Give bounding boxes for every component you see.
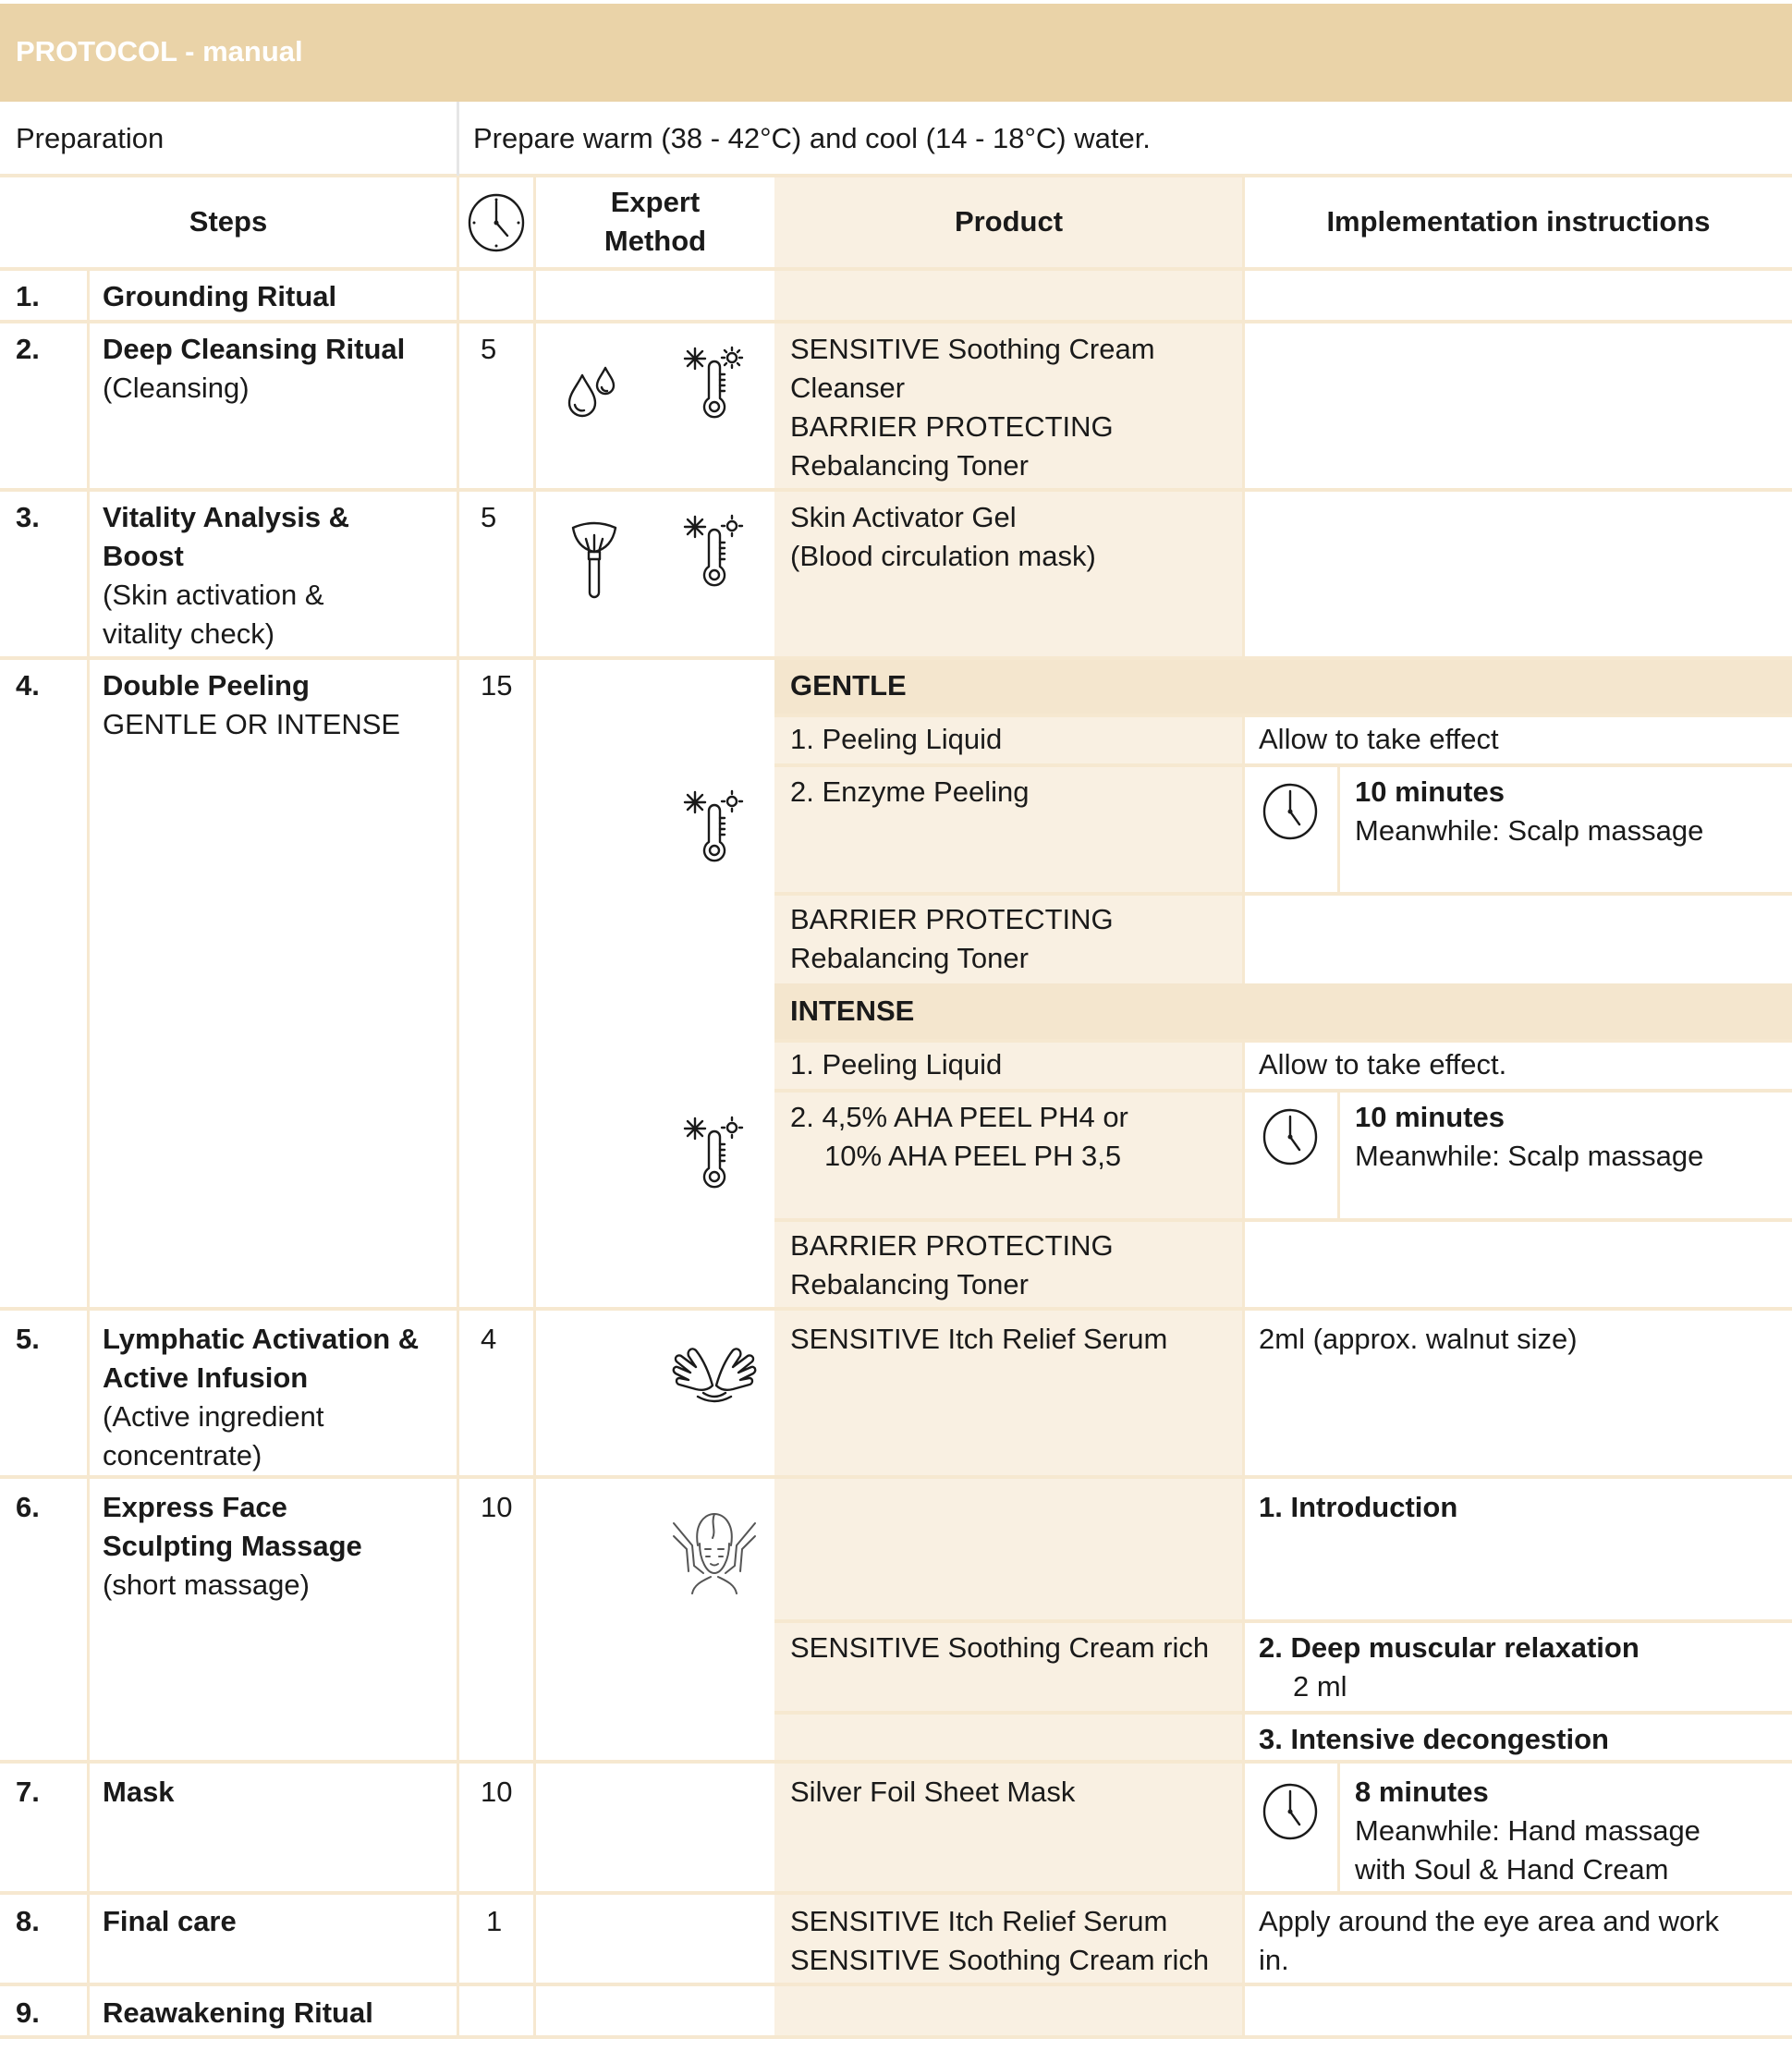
product-line: (Blood circulation mask) — [790, 540, 1096, 572]
header-expert-method — [536, 183, 774, 261]
product-line: 1. Peeling Liquid — [790, 1048, 1003, 1080]
product-block — [790, 330, 1155, 485]
step-title-block — [103, 1488, 362, 1605]
divider — [1337, 765, 1340, 894]
timer-clock-icon — [1262, 1107, 1319, 1166]
product-line: SENSITIVE Soothing Cream — [790, 333, 1155, 365]
product-line: SENSITIVE Soothing Cream rich — [790, 1944, 1210, 1976]
preparation-label: Preparation — [16, 122, 165, 154]
gentle-band — [774, 658, 1792, 715]
instruction-block — [1259, 1902, 1719, 1980]
step-minutes: 5 — [481, 333, 497, 365]
divider — [0, 1760, 1792, 1764]
product-line: BARRIER PROTECTING — [790, 903, 1114, 935]
product-block — [790, 900, 1114, 978]
hot-cold-thermometer-icon — [684, 515, 749, 589]
timer-note: with Soul & Hand Cream — [1355, 1853, 1669, 1886]
hot-cold-thermometer-icon — [684, 347, 749, 421]
header-steps: Steps — [189, 205, 268, 238]
divider — [774, 1218, 1792, 1222]
step-title: Mask — [103, 1776, 175, 1808]
timer-clock-icon — [1262, 1782, 1319, 1841]
step-minutes: 15 — [481, 669, 513, 702]
timer-note: Meanwhile: Scalp massage — [1355, 1140, 1704, 1172]
water-drops-icon — [566, 366, 621, 421]
step-title-block — [103, 330, 405, 408]
step-subtitle: GENTLE OR INTENSE — [103, 708, 401, 740]
fan-brush-icon — [571, 522, 617, 598]
step-subtitle: (Skin activation & — [103, 579, 324, 611]
divider — [774, 714, 1792, 717]
divider — [1242, 715, 1245, 983]
divider — [0, 267, 1792, 271]
timer-duration: 10 minutes — [1355, 1101, 1505, 1133]
step-minutes: 10 — [481, 1491, 513, 1523]
divider — [1242, 176, 1245, 658]
product-line: BARRIER PROTECTING — [790, 410, 1114, 443]
header-product: Product — [954, 205, 1064, 238]
intense-band — [774, 983, 1792, 1041]
step-number: 2. — [16, 333, 40, 365]
product-line: Skin Activator Gel — [790, 501, 1017, 533]
product-block — [790, 498, 1096, 576]
product-line: SENSITIVE Itch Relief Serum — [790, 1905, 1168, 1937]
timer-block — [1355, 1098, 1703, 1176]
step-title: Sculpting Massage — [103, 1530, 362, 1562]
instruction-step: 1. Introduction — [1259, 1491, 1458, 1523]
product-line: 1. Peeling Liquid — [790, 723, 1003, 755]
product-line: 10% AHA PEEL PH 3,5 — [824, 1140, 1122, 1172]
header-method-line: Expert — [610, 186, 701, 218]
timer-duration: 8 minutes — [1355, 1776, 1489, 1808]
divider — [774, 1619, 1792, 1623]
timer-note: Meanwhile: Scalp massage — [1355, 814, 1704, 847]
divider — [0, 1307, 1792, 1311]
step-title: Lymphatic Activation & — [103, 1323, 420, 1355]
step-minutes: 5 — [481, 501, 497, 533]
divider — [774, 1039, 1792, 1043]
step-subtitle: concentrate) — [103, 1439, 262, 1471]
instruction-step: 2. Deep muscular relaxation — [1259, 1631, 1640, 1664]
divider — [0, 488, 1792, 492]
product-block — [790, 1098, 1128, 1176]
step-minutes: 4 — [481, 1323, 497, 1355]
step-minutes: 10 — [481, 1776, 513, 1808]
product-block — [790, 1227, 1114, 1304]
step-subtitle: (Active ingredient — [103, 1400, 324, 1433]
step-number: 8. — [16, 1905, 40, 1937]
step-number: 4. — [16, 669, 40, 702]
step-number: 9. — [16, 1996, 40, 2029]
step-title: Boost — [103, 540, 184, 572]
divider — [774, 1089, 1792, 1093]
instruction-text: Allow to take effect — [1259, 723, 1499, 755]
product-line: SENSITIVE Soothing Cream rich — [790, 1631, 1210, 1664]
hot-cold-thermometer-icon — [684, 1117, 749, 1190]
step-title: Deep Cleansing Ritual — [103, 333, 406, 365]
product-line: Silver Foil Sheet Mask — [790, 1776, 1076, 1808]
product-line: Cleanser — [790, 372, 906, 404]
step-subtitle: vitality check) — [103, 617, 275, 650]
instruction-text: Allow to take effect. — [1259, 1048, 1507, 1080]
product-line: 2. Enzyme Peeling — [790, 775, 1030, 808]
step-title-block — [103, 666, 400, 744]
step-title: Reawakening Ritual — [103, 1996, 373, 2029]
instruction-text: 2ml (approx. walnut size) — [1259, 1323, 1578, 1355]
instruction-block — [1259, 1629, 1640, 1706]
header-instructions: Implementation instructions — [1326, 205, 1711, 238]
divider — [774, 892, 1792, 896]
step-subtitle: (short massage) — [103, 1569, 310, 1601]
divider — [457, 176, 459, 2037]
page-title: PROTOCOL - manual — [16, 35, 303, 67]
divider — [0, 1891, 1792, 1895]
step-title: Final care — [103, 1905, 237, 1937]
step-title: Grounding Ritual — [103, 280, 337, 312]
section-label-gentle: GENTLE — [790, 669, 907, 702]
divider — [0, 1475, 1792, 1479]
divider — [1242, 1041, 1245, 2037]
divider — [0, 320, 1792, 323]
timer-duration: 10 minutes — [1355, 775, 1505, 808]
step-number: 7. — [16, 1776, 40, 1808]
divider — [457, 102, 459, 176]
section-label-intense: INTENSE — [790, 995, 915, 1027]
product-block — [790, 1902, 1209, 1980]
timer-block — [1355, 1773, 1701, 1889]
divider — [774, 1711, 1792, 1715]
instruction-step: 3. Intensive decongestion — [1259, 1723, 1609, 1755]
product-line: SENSITIVE Itch Relief Serum — [790, 1323, 1168, 1355]
timer-clock-icon — [1262, 782, 1319, 841]
product-line: BARRIER PROTECTING — [790, 1229, 1114, 1262]
step-title: Vitality Analysis & — [103, 501, 350, 533]
clock-icon — [467, 192, 526, 253]
divider — [87, 269, 90, 2037]
instruction-note: 2 ml — [1293, 1670, 1347, 1703]
step-title: Active Infusion — [103, 1361, 309, 1394]
product-line: Rebalancing Toner — [790, 942, 1029, 974]
preparation-text: Prepare warm (38 - 42°C) and cool (14 - 18°C) water. — [473, 122, 1151, 154]
step-title-block — [103, 1320, 419, 1475]
face-massage-icon — [672, 1508, 757, 1595]
header-method-line: Method — [603, 225, 707, 257]
divider — [1337, 1762, 1340, 1893]
divider — [774, 763, 1792, 767]
instruction-text: Apply around the eye area and work — [1259, 1905, 1720, 1937]
step-number: 5. — [16, 1323, 40, 1355]
step-title: Express Face — [103, 1491, 287, 1523]
hot-cold-thermometer-icon — [684, 790, 749, 864]
product-line: 2. 4,5% AHA PEEL PH4 or — [790, 1101, 1128, 1133]
divider — [533, 176, 536, 2037]
step-number: 3. — [16, 501, 40, 533]
step-minutes: 1 — [486, 1905, 503, 1937]
step-number: 6. — [16, 1491, 40, 1523]
step-title-block — [103, 498, 349, 653]
timer-note: Meanwhile: Hand massage — [1355, 1814, 1701, 1847]
step-title: Double Peeling — [103, 669, 310, 702]
product-line: Rebalancing Toner — [790, 449, 1029, 482]
divider — [0, 174, 1792, 177]
instruction-text: in. — [1259, 1944, 1289, 1976]
hands-icon — [672, 1345, 757, 1402]
divider — [1337, 1091, 1340, 1220]
divider — [0, 656, 1792, 660]
step-number: 1. — [16, 280, 40, 312]
product-line: Rebalancing Toner — [790, 1268, 1029, 1300]
step-subtitle: (Cleansing) — [103, 372, 250, 404]
divider — [0, 2035, 1792, 2039]
divider — [0, 1983, 1792, 1986]
timer-block — [1355, 773, 1703, 850]
